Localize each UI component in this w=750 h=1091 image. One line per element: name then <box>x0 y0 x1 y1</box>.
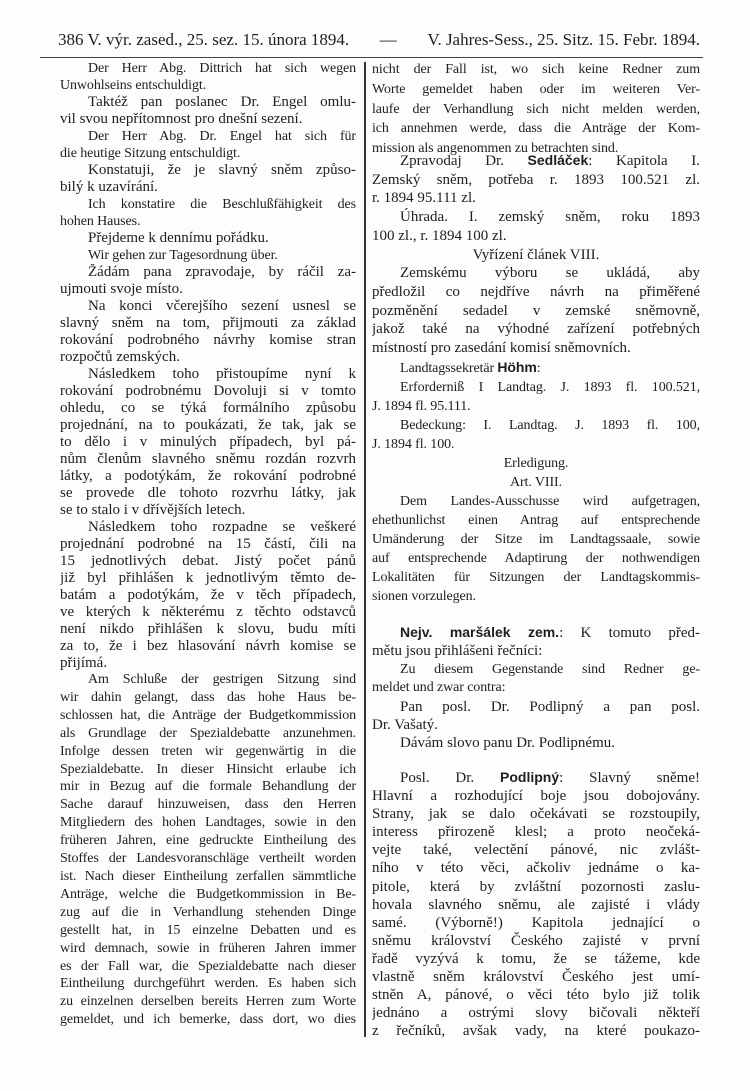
text-line: rozpočtů zemských. <box>60 349 180 365</box>
text-fragment: : Slavný sněme! <box>559 770 700 786</box>
text-line: mir in Bezug auf die formale Behandlung der <box>60 779 356 795</box>
text-line: jakož také na výhodné zařízení potřebných <box>372 321 700 338</box>
marshal-section <box>372 623 700 753</box>
text-line: Infolge dessen treten wir gegenwärtig in die <box>60 743 356 759</box>
text-line: Pan posl. Dr. Podlipný a pan posl. <box>400 698 700 715</box>
text-line: laufe der Verhandlung sich nicht melden werden, <box>372 101 700 117</box>
text-line: nicht der Fall ist, wo sich keine Redner zum <box>372 62 700 77</box>
page-header <box>58 30 700 50</box>
paragraph <box>372 246 700 265</box>
text-line: Dávám slovo panu Dr. Podlipnému. <box>400 735 615 752</box>
text-line: Stoffes der Landesvoranschläge vertheilt worden <box>60 851 356 867</box>
text-line: 100 zl., r. 1894 100 zl. <box>372 227 507 244</box>
text-line: se to stalo i v dřívějších letech. <box>60 502 246 518</box>
text-line: látky, a podotýkám, že rokování podrobné <box>60 468 356 484</box>
header-czech: 386 V. výr. zased., 25. sez. 15. února 1894. <box>58 30 350 49</box>
text-line: již byl přihlášen k jednotlivým těmto de- <box>60 570 356 586</box>
text-line: ehethunlichst einen Antrag auf entsprechende <box>372 513 700 528</box>
text-line: es der Fall war, die Spezialdebatte nach dieser <box>60 958 356 974</box>
text-line: r. 1894 95.111 zl. <box>372 190 476 207</box>
paragraph <box>60 671 356 1029</box>
text-line: als Grundlage der Spezialdebatte anzunehmen. <box>60 725 356 741</box>
text-line: auf entsprechende Adaptirung der nothwendigen <box>372 551 700 566</box>
text-line: batám a podotýkám, že v těch případech, <box>60 587 356 603</box>
text-line: Erledigung. <box>503 456 569 471</box>
paragraph <box>60 519 356 672</box>
text-line: to dělo i v minulých případech, byl pá- <box>60 434 356 450</box>
paragraph <box>60 196 356 230</box>
text-line: mětu jsou přihlášeni řečníci: <box>372 643 543 660</box>
text-line: J. 1894 fl. 100. <box>372 437 455 452</box>
text-line: wird demnach, sowie in früheren Jahren immer <box>60 940 356 956</box>
text-fragment: : Kapitola I. <box>588 153 700 169</box>
text-line: ist. Nach dieser Eintheilung zerfallen sämmtliche <box>60 868 356 884</box>
text-line: Sache darauf hinzuweisen, dass den Herren <box>60 797 356 813</box>
text-line: Umänderung der Sitze im Landtagssaale, sowie <box>372 532 700 547</box>
header-dash: — <box>379 30 397 49</box>
text-line: J. 1894 fl. 95.111. <box>372 399 471 414</box>
paragraph <box>60 94 356 128</box>
paragraph <box>372 454 700 473</box>
text-fragment: : K tomuto před- <box>559 625 700 641</box>
text-line: Bedeckung: I. Landtag. J. 1893 fl. 100, <box>400 418 700 433</box>
text-line: interess přirozeně klesl; a proto neočeká- <box>372 824 700 841</box>
speaker-name: Podlipný <box>500 769 560 785</box>
text-line: Mitgliedern des hohen Landtages, sowie in den <box>60 815 356 831</box>
text-line: Art. VIII. <box>509 475 562 490</box>
text-line: vlastně sněm království Českého jest umí- <box>372 969 700 986</box>
text-line: projednání, na to poukázati, že tak, jak se <box>60 417 356 433</box>
paragraph <box>60 162 356 196</box>
speaker-name: Nejv. maršálek zem. <box>400 624 560 640</box>
text-line: ve kterých k některému z těchto odstavců <box>60 604 356 620</box>
text-line: Anträge, welche die Budgetkommission in Be- <box>60 886 356 902</box>
paragraph <box>372 661 700 698</box>
paragraph <box>60 60 356 94</box>
text-line: Následkem toho přistoupíme nyní k <box>88 366 356 382</box>
text-line: Erforderniß I Landtag. J. 1893 fl. 100.521, <box>400 380 700 395</box>
text-fragment: Zpravodaj Dr. <box>400 153 528 169</box>
text-line: pitole, která by zvláštní pozornosti zaslu- <box>372 878 700 895</box>
text-line: Ich konstatire die Beschlußfähigkeit des <box>88 197 356 212</box>
paragraph <box>60 264 356 298</box>
text-line: Worte gemeldet haben oder im weiteren Ver- <box>372 81 700 97</box>
paragraph <box>60 230 356 247</box>
text-line: die heutige Sitzung entschuldigt. <box>60 146 241 161</box>
text-line: jednáno a ostrými slovy bičovali někteří <box>372 1005 700 1022</box>
text-line: Unwohlseins entschuldigt. <box>60 78 207 93</box>
text-line: Přejdeme k dennímu pořádku. <box>88 230 269 246</box>
text-line: Zemskému výboru se ukládá, aby <box>400 265 700 282</box>
paragraph <box>372 358 700 378</box>
text-line: slavný sněm na tom, přijmouti za základ <box>60 315 356 331</box>
text-line: místností pro zasedání komisí sněmovních. <box>372 340 631 357</box>
text-line: Am Schluße der gestrigen Sitzung sind <box>88 672 356 687</box>
text-line: Žádám pana zpravodaje, by ráčil za- <box>88 264 356 280</box>
text-fragment: Posl. Dr. <box>400 770 501 786</box>
secretary-section <box>372 358 700 606</box>
paragraph <box>372 208 700 245</box>
text-line: gemeldet, und ich bemerke, dass dort, wo dies <box>60 1012 356 1028</box>
text-line: ního v této věci, ačkoliv jednáme o ka- <box>372 860 700 877</box>
text-line: hovala slavného sněmu, ale zajisté i vlády <box>372 896 700 913</box>
paragraph <box>372 492 700 606</box>
text-line: früheren Jahren, eine gedruckte Eintheilung des <box>60 833 356 849</box>
text-line: Následkem toho rozpadne se veškeré <box>88 519 356 535</box>
right-column-continuation <box>372 60 700 159</box>
text-line: se provede dle tohoto rozvrhu látky, jak <box>60 485 356 501</box>
text-fragment: Landtagssekretär <box>400 361 498 376</box>
text-line: Dem Landes-Ausschusse wird aufgetragen, <box>400 494 700 509</box>
text-line: Spezialdebatte. In dieser Hinsicht erlaube ich <box>60 761 356 777</box>
text-line: nům členům slavného sněmu rozdán rozvrh <box>60 451 356 467</box>
text-line: řadě vyzývá k tomu, že se tážeme, kde <box>372 950 700 967</box>
paragraph <box>372 734 700 752</box>
text-line: Zu diesem Gegenstande sind Redner ge- <box>400 661 700 677</box>
text-line: Taktéž pan poslanec Dr. Engel omlu- <box>88 94 356 110</box>
paragraph <box>60 247 356 264</box>
paragraph <box>372 416 700 454</box>
text-line: bilý k uzavírání. <box>60 179 158 195</box>
text-line: zu einzelnen derselben bereits Herren zum Worte <box>60 994 356 1010</box>
text-line: přijímá. <box>60 655 108 671</box>
paragraph <box>60 366 356 519</box>
text-line: ohledu, co se týká formálního způsobu <box>60 400 356 416</box>
paragraph <box>372 151 700 208</box>
text-line: Lokalitäten für Sitzungen der Landtagskommis- <box>372 570 700 585</box>
paragraph <box>60 128 356 162</box>
text-line: Wir gehen zur Tagesordnung über. <box>88 248 278 263</box>
text-line: Vyřízení článek VIII. <box>472 246 600 263</box>
text-line: schlossen hat, die Anträge der Budgetkommission <box>60 707 356 723</box>
text-line: Úhrada. I. zemský sněm, roku 1893 <box>400 209 700 226</box>
text-line <box>372 623 700 642</box>
text-line <box>372 768 700 787</box>
text-line: rokování podrobnému Dovoluji si v tomto <box>60 383 356 399</box>
text-line: zug auf die in Verhandlung stehenden Dinge <box>60 904 356 920</box>
column-divider <box>364 62 366 1037</box>
text-line: sionen vorzulegen. <box>372 589 476 604</box>
text-line: Dr. Vašatý. <box>372 717 438 734</box>
paragraph <box>372 698 700 735</box>
text-line: wir dahin gelangt, dass das hohe Haus be- <box>60 689 356 705</box>
left-column-czech-section <box>60 60 356 672</box>
left-column-german-section <box>60 671 356 1029</box>
text-line: Der Herr Abg. Dr. Engel hat sich für <box>88 129 356 144</box>
paragraph <box>372 60 700 159</box>
text-line: ujmouti svoje místo. <box>60 281 183 297</box>
text-line: hohen Hauses. <box>60 214 141 229</box>
paragraph <box>372 768 700 1040</box>
paragraph <box>372 264 700 358</box>
text-line: 15 jednotlivých debat. Jistý počet pánů <box>60 553 356 569</box>
text-line <box>372 358 700 378</box>
text-line: pozměnění sedadel v zemské sněmovně, <box>372 302 700 319</box>
text-line: vil svou nepřítomnost pro dnešní sezení. <box>60 111 303 127</box>
text-line: Na konci včerejšího sezení usnesl se <box>88 298 356 314</box>
text-line: Eintheilung durchgeführt werden. Es haben sich <box>60 976 356 992</box>
text-line: projednání podrobné na 15 částí, čili na <box>60 536 356 552</box>
text-line: není nikdo přihlášen k slovu, budu míti <box>60 621 356 637</box>
paragraph <box>372 473 700 492</box>
text-line: Der Herr Abg. Dittrich hat sich wegen <box>88 61 356 76</box>
text-line: Konstatuji, že je slavný sněm způso- <box>88 162 356 178</box>
paragraph <box>60 298 356 366</box>
text-line: ich annehmen werde, dass die Anträge der Kom- <box>372 121 700 137</box>
text-line: za to, že i bez hlasování návrh komise se <box>60 638 356 654</box>
header-rule <box>40 57 703 58</box>
text-line: mission als angenommen zu betrachten sind. <box>372 141 619 157</box>
header-german: V. Jahres-Sess., 25. Sitz. 15. Febr. 1894. <box>427 30 700 49</box>
text-line: rokování podrobného návrhy komise stran <box>60 332 356 348</box>
text-line: sněmu království Českého zajisté v první <box>372 932 700 949</box>
speech-section <box>372 768 700 1040</box>
text-line: Hlavní a rozhodující boje jsou dobojovány. <box>372 788 700 805</box>
reporter-section <box>372 151 700 358</box>
text-line: Zemský sněm, potřeba r. 1893 100.521 zl. <box>372 171 700 188</box>
text-fragment: : <box>536 361 541 376</box>
text-line: vejte také, velectění pánové, nic zvlášt- <box>372 842 700 859</box>
paragraph <box>372 378 700 416</box>
text-line: samé. (Výborně!) Kapitola jednající o <box>372 914 700 931</box>
text-line <box>372 151 700 171</box>
speaker-name: Sedláček <box>527 152 589 168</box>
text-line: Strany, jak se dalo očekávati se rozstoupily, <box>372 806 700 823</box>
text-line: předložil co nejdříve návrh na přiměřené <box>372 283 700 300</box>
text-line: z řečníků, avšak vady, na které poukazo- <box>372 1023 700 1040</box>
text-line: gestellt hat, in 15 einzelne Debatten und es <box>60 922 356 938</box>
speaker-name: Höhm <box>497 359 537 375</box>
text-line: stněn A, pánové, o věci této bylo již tolik <box>372 987 700 1004</box>
paragraph <box>372 623 700 661</box>
text-line: meldet und zwar contra: <box>372 680 506 696</box>
